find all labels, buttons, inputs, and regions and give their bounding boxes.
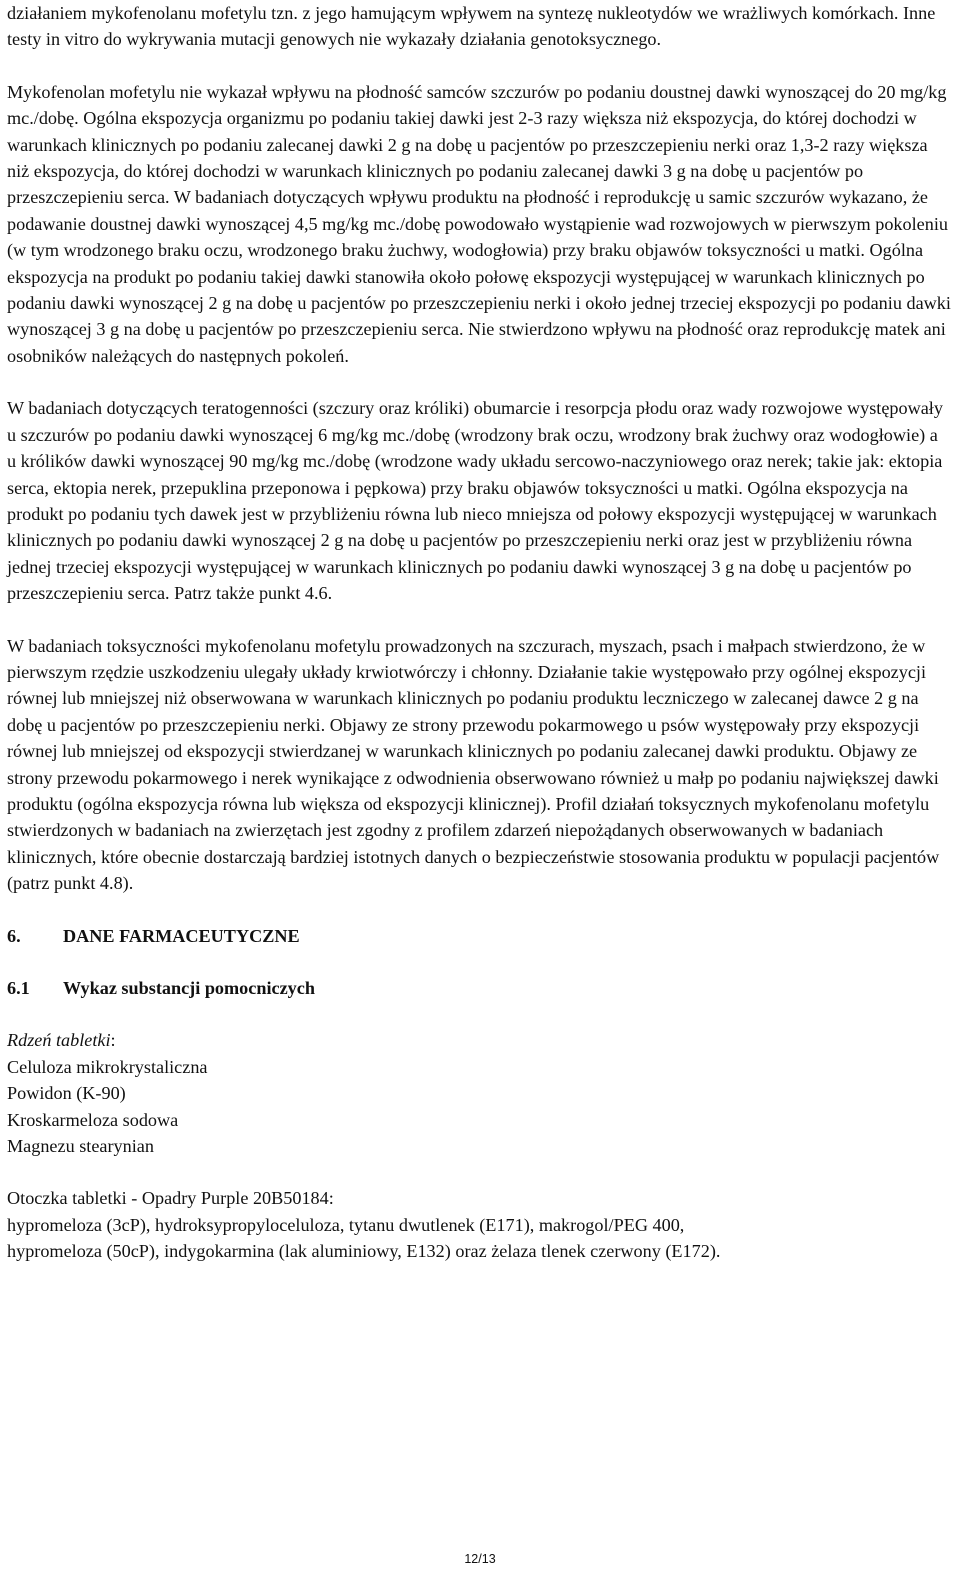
core-label-colon: : — [110, 1030, 116, 1051]
coating-ingredients-line: hypromeloza (3cP), hydroksypropyloceluloza, tytanu dwutlenek (E171), makrogol/PEG 400, — [7, 1214, 685, 1235]
core-item: Powidon (K-90) — [7, 1083, 126, 1104]
section-number: 6. — [7, 925, 21, 946]
core-item: Kroskarmeloza sodowa — [7, 1109, 179, 1130]
core-item: Magnezu stearynian — [7, 1136, 154, 1157]
paragraph-fertility: Mykofenolan mofetylu nie wykazał wpływu na płodność samców szczurów po podaniu doustnej dawki wynoszącej do 20 mg/kg mc./dobę. Ogólna ekspozycja organizmu po podaniu takiej dawki jest 2-3 razy większa niż ekspozycja, do której dochodzi w warunkach klinicznych po podaniu zalecanej dawki 2 g na dobę u pacjentów po przeszczepieniu nerki oraz 1,3-2 razy większa niż ekspozycja, do której dochodzi w warunkach klinicznych po podaniu zalecanej dawki 3 g na dobę u pacjentów po przeszczepieniu serca. W badaniach dotyczących wpływu produktu na płodność i reprodukcję u samic szczurów wykazano, że podawanie doustnej dawki wynoszącej 4,5 mg/kg mc./dobę powodowało wystąpienie wad rozwojowych w pierwszym pokoleniu (w tym wrodzonego braku oczu, wrodzonego braku żuchwy, wodogłowia) przy braku objawów toksyczności u matki. Ogólna ekspozycja na produkt po podaniu takiej dawki stanowiła około połowę ekspozycji występującej w warunkach klinicznych po podaniu dawki wynoszącej 2 g na dobę u pacjentów po przeszczepieniu nerki i około jednej trzeciej ekspozycji po podaniu dawki wynoszącej 3 g na dobę u pacjentów po przeszczepieniu serca. Nie stwierdzono wpływu na płodność oraz reprodukcję matek ani osobników należących do następnych pokoleń. — [7, 81, 951, 366]
core-label-line — [7, 1027, 951, 1053]
paragraph-continuation: działaniem mykofenolanu mofetylu tzn. z jego hamującym wpływem na syntezę nukleotydów we wrażliwych komórkach. Inne testy in vitro do wykrywania mutacji genowych nie wykazały działania genotoksycznego. — [7, 3, 936, 50]
document-page — [7, 0, 951, 1265]
page-number: 12/13 — [464, 1552, 496, 1566]
coating-label: Otoczka tabletki - Opadry Purple 20B50184: — [7, 1188, 334, 1209]
section-number: 6.1 — [7, 978, 30, 998]
paragraph-teratogenicity: W badaniach dotyczących teratogenności (szczury oraz króliki) obumarcie i resorpcja płodu oraz wady rozwojowe występowały u szczurów po podaniu dawki wynoszącej 6 mg/kg mc./dobę (wrodzony brak oczu, wrodzony brak żuchwy oraz wodogłowie) a u królików dawki wynoszącej 90 mg/kg mc./dobę (wrodzone wady układu sercowo-naczyniowego oraz nerek; takie jak: ektopia serca, ektopia nerek, przepuklina przeponowa i pępkowa) przy braku objawów toksyczności u matki. Ogólna ekspozycja na produkt po podaniu tych dawek jest w przybliżeniu równa lub nieco mniejsza od połowy ekspozycji występującej w warunkach klinicznych po podaniu dawki wynoszącej 2 g na dobę u pacjentów po przeszczepieniu nerki oraz jest w przybliżeniu równa jednej trzeciej ekspozycji występującej w warunkach klinicznych po podaniu dawki wynoszącej 3 g na dobę u pacjentów po przeszczepieniu serca. Patrz także punkt 4.6. — [7, 398, 943, 604]
section-title: Wykaz substancji pomocniczych — [63, 978, 315, 998]
section-title: DANE FARMACEUTYCZNE — [63, 925, 300, 946]
core-label: Rdzeń tabletki — [7, 1030, 111, 1051]
paragraph-toxicity: W badaniach toksyczności mykofenolanu mofetylu prowadzonych na szczurach, myszach, psach i małpach stwierdzono, że w pierwszym rzędzie uszkodzeniu ulegały układy krwiotwórczy i chłonny. Działanie takie występowało przy ogólnej ekspozycji równej lub mniejszej niż obserwowana w warunkach klinicznych po podaniu produktu leczniczego w zalecanej dawce 2 g na dobę u pacjentów po przeszczepieniu nerki. Objawy ze strony przewodu pokarmowego u psów występowały przy ekspozycji równej lub mniejszej od ekspozycji stwierdzanej w warunkach klinicznych po podaniu zalecanej dawki produktu. Objawy ze strony przewodu pokarmowego i nerek wynikające z odwodnienia obserwowano również u małp po podaniu największej dawki produktu (ogólna ekspozycja równa lub większa od ekspozycji klinicznej). Profil działań toksycznych mykofenolanu mofetylu stwierdzonych w badaniach na zwierzętach jest zgodny z profilem zdarzeń niepożądanych obserwowanych w badaniach klinicznych, które obecnie dostarczają bardziej istotnych danych o bezpieczeństwie stosowania produktu w populacji pacjentów (patrz punkt 4.8). — [7, 635, 940, 894]
section-heading-6 — [7, 923, 951, 949]
section-heading-6-1 — [7, 975, 951, 1001]
core-item: Celuloza mikrokrystaliczna — [7, 1056, 208, 1077]
coating-ingredients-line: hypromeloza (50cP), indygokarmina (lak aluminiowy, E132) oraz żelaza tlenek czerwony (E172). — [7, 1241, 721, 1262]
